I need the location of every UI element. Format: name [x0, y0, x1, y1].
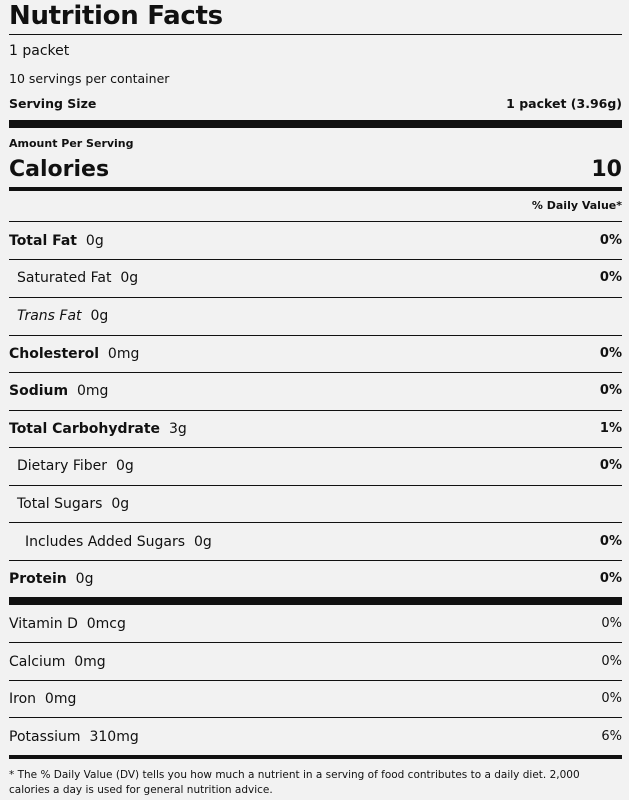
vitamin-name: Calcium 0mg	[9, 654, 106, 670]
serving-size-label: Serving Size	[9, 96, 97, 111]
nutrient-name: Protein 0g	[9, 571, 94, 587]
thick-divider	[9, 120, 622, 128]
vitamin-name: Potassium 310mg	[9, 729, 139, 745]
nutrient-name: Saturated Fat 0g	[17, 270, 139, 286]
servings-per-container: 10 servings per container	[9, 71, 170, 86]
calories-label: Calories	[9, 157, 110, 182]
nutrient-name: Total Sugars 0g	[17, 496, 130, 512]
nutrient-name: Dietary Fiber 0g	[17, 458, 134, 474]
divider	[9, 642, 622, 643]
nutrient-row-saturated-fat	[9, 268, 622, 288]
nutrient-dv: 0%	[599, 270, 622, 285]
nutrient-row-total-sugars	[9, 494, 622, 514]
divider	[9, 560, 622, 561]
daily-value-header: % Daily Value*	[531, 199, 622, 212]
divider	[9, 34, 622, 35]
nutrient-row-protein	[9, 569, 622, 589]
divider	[9, 717, 622, 718]
divider	[9, 221, 622, 222]
divider	[9, 522, 622, 523]
packet-amount: 1 packet	[9, 43, 70, 59]
nutrient-name: Includes Added Sugars 0g	[25, 534, 212, 550]
nutrient-dv: 0%	[599, 458, 622, 473]
vitamin-name: Vitamin D 0mcg	[9, 616, 126, 632]
divider	[9, 297, 622, 298]
vitamin-dv: 0%	[601, 616, 622, 631]
nutrient-row-trans-fat	[9, 306, 622, 326]
divider	[9, 410, 622, 411]
nutrient-dv: 0%	[599, 571, 622, 586]
medium-divider	[9, 755, 622, 759]
nutrient-dv: 0%	[599, 346, 622, 361]
nutrient-name: Sodium 0mg	[9, 383, 109, 399]
vitamin-name: Iron 0mg	[9, 691, 77, 707]
nutrient-dv: 0%	[599, 383, 622, 398]
vitamin-dv: 0%	[601, 654, 622, 669]
vitamin-row-calcium	[9, 652, 622, 672]
nutrient-row-added-sugars	[9, 532, 622, 552]
nutrient-row-dietary-fiber	[9, 456, 622, 476]
nutrient-row-total-carbohydrate	[9, 419, 622, 439]
nutrient-row-sodium	[9, 381, 622, 401]
amount-per-serving: Amount Per Serving	[9, 137, 134, 150]
nutrient-name: Cholesterol 0mg	[9, 346, 140, 362]
divider	[9, 680, 622, 681]
divider	[9, 259, 622, 260]
nutrient-dv: 0%	[599, 534, 622, 549]
footnote: * The % Daily Value (DV) tells you how much a nutrient in a serving of food contributes to a daily diet. 2,000 calories a day is used for general nutrition advice.	[9, 769, 580, 796]
nutrient-row-cholesterol	[9, 344, 622, 364]
nutrient-row-total-fat	[9, 231, 622, 251]
vitamin-dv: 6%	[601, 729, 622, 744]
calories-value: 10	[591, 157, 622, 182]
nutrient-name: Total Carbohydrate 3g	[9, 421, 187, 437]
label-title: Nutrition Facts	[9, 1, 223, 31]
medium-divider	[9, 187, 622, 191]
vitamin-row-iron	[9, 689, 622, 709]
serving-size-value: 1 packet (3.96g)	[506, 96, 622, 111]
vitamin-row-potassium	[9, 727, 622, 747]
nutrient-dv: 0%	[599, 233, 622, 248]
thick-divider	[9, 597, 622, 605]
divider	[9, 335, 622, 336]
nutrient-dv: 1%	[599, 421, 622, 436]
divider	[9, 485, 622, 486]
divider	[9, 372, 622, 373]
divider	[9, 447, 622, 448]
vitamin-row-vitamin-d	[9, 614, 622, 634]
vitamin-dv: 0%	[601, 691, 622, 706]
nutrient-name: Total Fat 0g	[9, 233, 104, 249]
nutrient-name: Trans Fat 0g	[17, 308, 109, 324]
